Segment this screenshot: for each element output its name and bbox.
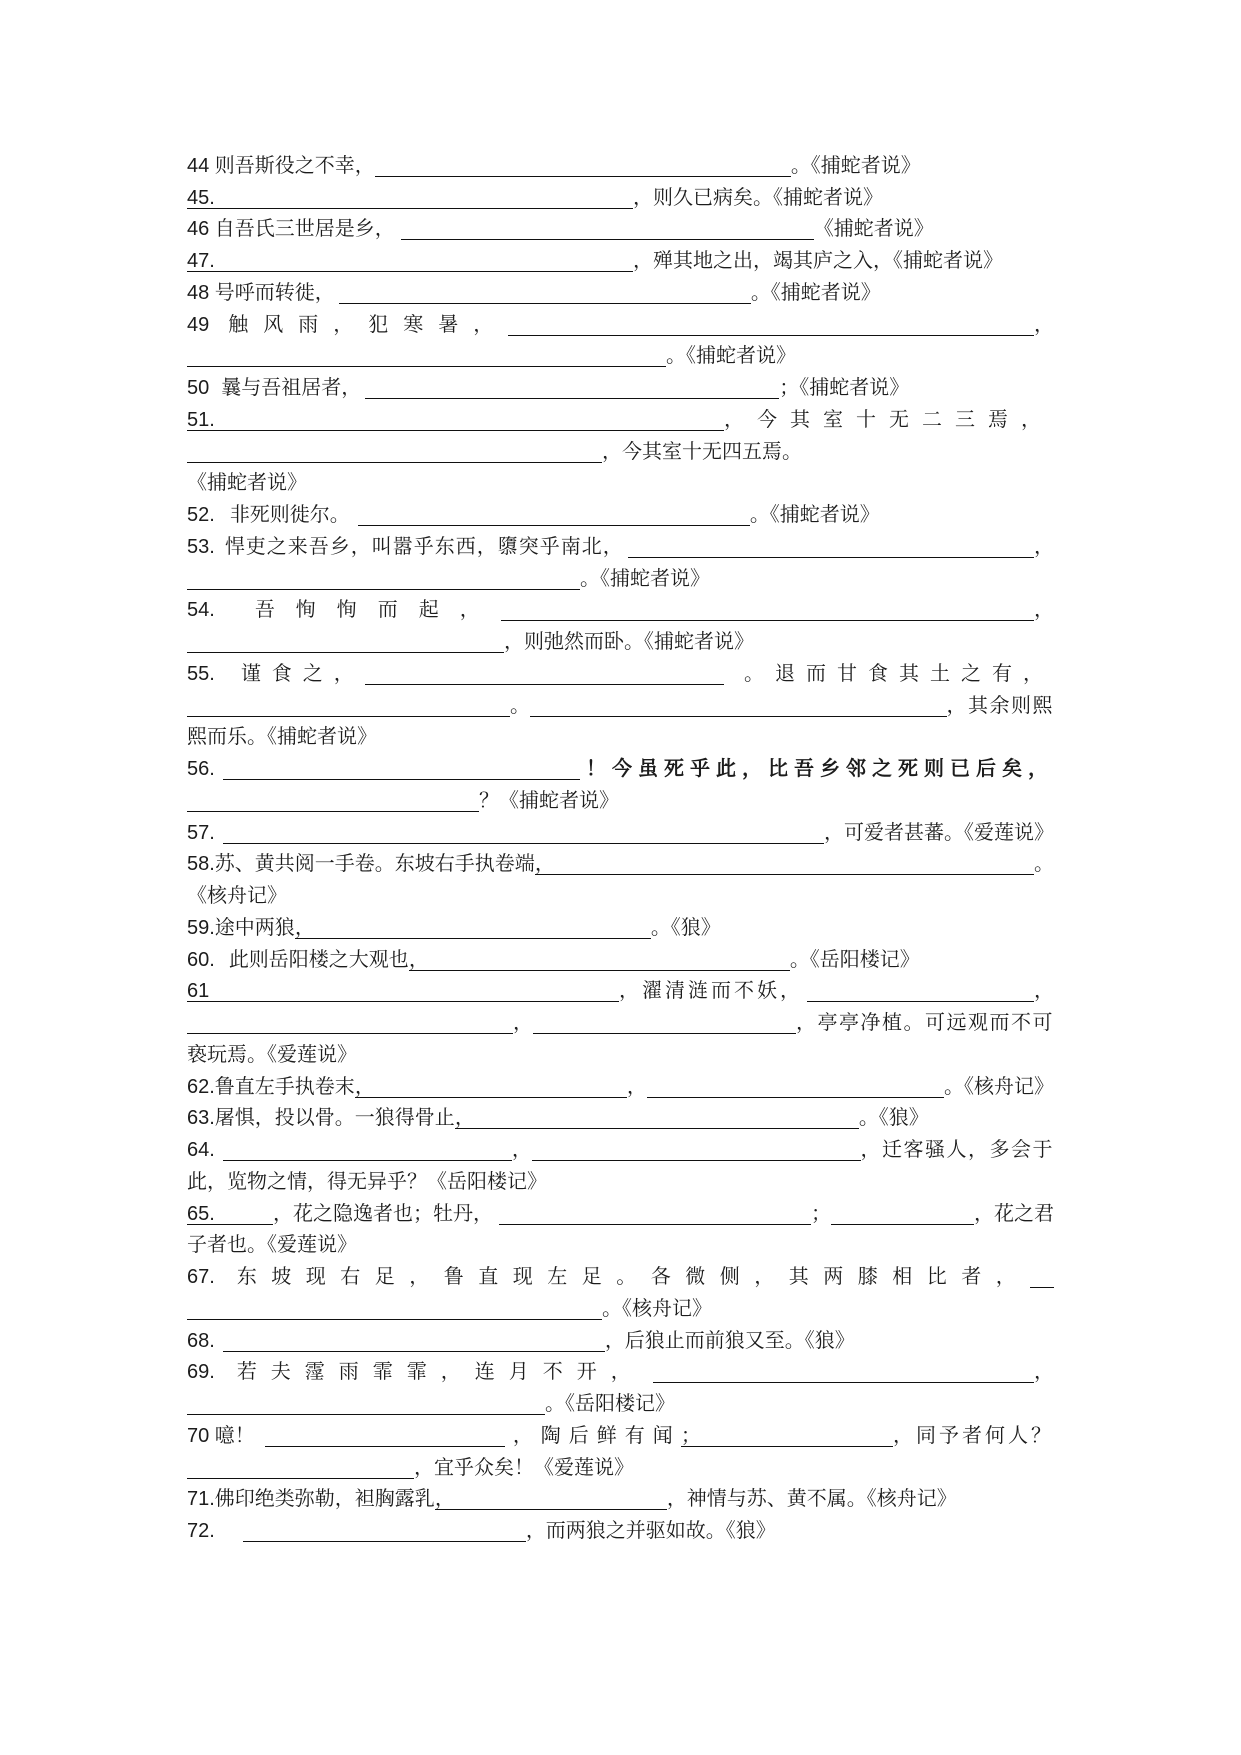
answer-blank [187,568,580,590]
question-line [187,309,1054,341]
question-line [187,1071,1054,1103]
question-number: 61 [187,980,210,1003]
line-text: 此则岳阳楼之大观也 [228,948,409,971]
question-line [187,1357,1054,1389]
question-line [187,976,1054,1008]
line-text: ，其余则熙 [946,694,1054,717]
question-number: 64. [187,1139,215,1162]
line-text: 曩与吾祖居者， [221,377,362,400]
question-line [187,1007,1054,1039]
question-number: 53. [187,535,215,558]
answer-blank [647,1076,944,1098]
question-line [187,1103,1054,1135]
line-text: 。《岳阳楼记》 [789,948,920,971]
line-text: 子者也。《爱莲说》 [187,1234,357,1257]
line-text: ， [1034,535,1054,558]
answer-blank [501,599,1034,621]
question-line [187,658,1054,690]
answer-blank [187,345,666,367]
line-text: 《捕蛇者说》 [813,218,934,241]
question-line [187,563,1054,595]
line-text: 此，览物之情，得无异乎？《岳阳楼记》 [187,1170,547,1193]
answer-blank [653,1361,1034,1383]
line-text: ， [1034,980,1054,1003]
line-text: ，濯清涟而不妖， [619,980,803,1003]
question-line [187,1230,1054,1262]
line-text: ，殚其地之出，竭其庐之入，《捕蛇者说》 [633,250,1003,273]
answer-blank [223,758,580,780]
line-text: 。退而甘食其土之有， [744,662,1054,685]
line-text: 《核舟记》 [187,885,287,908]
line-text: ，亭亭净植。可远观而不可 [796,1012,1054,1035]
answer-blank [435,1488,667,1510]
answer-blank [1030,1266,1054,1288]
question-number: 55. [187,662,215,685]
blank-punctuation: ， [434,1488,455,1511]
line-text: ，后狼止而前狼又至。《狼》 [604,1329,855,1352]
question-line [187,1484,1054,1516]
answer-blank [365,377,779,399]
line-text: ，花之君 [974,1202,1054,1225]
question-line [187,912,1054,944]
answer-blank [533,1012,796,1034]
line-text: 46 自吾氏三世居是乡， [187,218,395,241]
line-text: 熙而乐。《捕蛇者说》 [187,726,377,749]
question-line [187,1166,1054,1198]
question-line [187,436,1054,468]
line-text: ，宜乎众矣！《爱莲说》 [414,1456,634,1479]
line-text: 谨食之， [240,662,365,685]
question-list [187,150,1054,1547]
answer-blank [187,1203,273,1225]
answer-blank [187,1012,513,1034]
line-text: 《捕蛇者说》 [187,472,307,495]
question-line [187,1198,1054,1230]
line-text: ， [1034,599,1054,622]
line-text: ，同予者何人？ [893,1424,1054,1447]
line-text: ， [1034,1361,1054,1384]
question-line [187,753,1054,785]
question-line [187,1515,1054,1547]
answer-blank [223,1139,512,1161]
answer-blank [187,1393,545,1415]
question-line [187,595,1054,627]
question-number: 51. [187,408,215,431]
question-line [187,1325,1054,1357]
answer-blank [187,790,479,812]
answer-blank [339,282,751,304]
question-number: 56. [187,758,215,781]
answer-blank [223,822,824,844]
line-text: ，花之隐逸者也；牡丹， [273,1202,493,1225]
question-number: 54. [187,599,215,622]
line-text: 。 [510,694,530,717]
blank-punctuation: ， [534,853,555,876]
line-text: 62.鲁直左手执卷末 [187,1075,355,1098]
line-text: 63.屠惧，投以骨。一狼得骨止 [187,1107,455,1130]
question-line [187,1452,1054,1484]
line-text: 。《捕蛇者说》 [580,567,710,590]
line-text: ，今其室十无四五焉。 [602,440,802,463]
question-line [187,245,1054,277]
line-text: 70 噫！ [187,1424,255,1447]
line-text: ，神情与苏、黄不属。《核舟记》 [666,1488,957,1511]
blank-punctuation: ； [680,1424,701,1447]
question-line [187,1388,1054,1420]
question-number: 67. [187,1266,215,1289]
answer-blank [401,218,814,240]
answer-blank [358,504,750,526]
answer-blank [807,980,1034,1002]
line-text: 58.苏、黄共阅一手卷。东坡右手执卷端 [187,853,535,876]
line-text: 。《核舟记》 [944,1075,1054,1098]
answer-blank [532,1139,861,1161]
answer-blank [223,1330,605,1352]
line-text: 。《核舟记》 [602,1297,712,1320]
question-number: 69. [187,1361,215,1384]
answer-blank [187,1298,602,1320]
line-text: ， [626,1075,647,1098]
line-text: 。 [1034,853,1054,876]
line-text: 东坡现右足，鲁直现左足。各微侧，其两膝相比者， [236,1266,1031,1289]
line-text: ；《捕蛇者说》 [779,377,910,400]
question-number: 47. [187,250,215,273]
question-line [187,277,1054,309]
answer-blank [365,663,724,685]
line-text: ，则久已病矣。《捕蛇者说》 [633,186,883,209]
answer-blank [508,314,1034,336]
question-line [187,1261,1054,1293]
line-text: 。《捕蛇者说》 [750,281,881,304]
line-text: 48 号呼而转徙， [187,281,335,304]
line-text: ， [511,1139,532,1162]
question-line [187,722,1054,754]
question-number: 72. [187,1520,215,1543]
line-text: 。《捕蛇者说》 [749,504,880,527]
line-text: 71.佛印绝类弥勒，袒胸露乳 [187,1488,435,1511]
answer-blank [187,1457,414,1479]
line-text: 吾恂恂而起， [254,599,501,622]
question-line [187,880,1054,912]
question-line [187,214,1054,246]
line-text: ？《捕蛇者说》 [479,789,619,812]
answer-blank [243,1520,526,1542]
line-text: 。《狼》 [858,1107,929,1130]
answer-blank [530,695,947,717]
answer-blank [535,853,1034,875]
answer-blank [375,155,791,177]
answer-blank [455,1107,859,1129]
question-line [187,499,1054,531]
answer-blank [187,409,724,431]
line-text: 59.途中两狼 [187,916,295,939]
question-line [187,341,1054,373]
line-text: ，而两狼之并驱如故。《狼》 [525,1520,776,1543]
question-number: 60. [187,948,215,971]
blank-punctuation: ， [294,916,315,939]
question-number: 65. [187,1202,215,1225]
question-line [187,1420,1054,1452]
question-line [187,404,1054,436]
question-line [187,785,1054,817]
line-text: 亵玩焉。《爱莲说》 [187,1043,357,1066]
answer-blank [295,917,651,939]
line-text: ，今其室十无二三焉， [724,408,1054,431]
question-line [187,468,1054,500]
line-text: ，迁客骚人，多会于 [860,1139,1054,1162]
answer-blank [355,1076,627,1098]
question-line [187,182,1054,214]
line-text: 。《狼》 [650,916,721,939]
question-line [187,944,1054,976]
answer-blank [187,187,633,209]
answer-blank [187,441,602,463]
answer-blank [187,250,633,272]
question-line [187,817,1054,849]
blank-punctuation: ， [354,1075,375,1098]
question-line [187,1039,1054,1071]
answer-blank [187,695,510,717]
question-line [187,849,1054,881]
line-text: 44 则吾斯役之不幸， [187,154,375,177]
question-line [187,1293,1054,1325]
line-text: 非死则徙尔。 [229,504,350,527]
line-text: 。《岳阳楼记》 [545,1393,675,1416]
answer-blank [681,1425,893,1447]
answer-blank [499,1203,811,1225]
question-line [187,531,1054,563]
question-line [187,1134,1054,1166]
question-line [187,690,1054,722]
line-text: ， [1034,313,1054,336]
question-line [187,372,1054,404]
question-number: 68. [187,1329,215,1352]
line-text: 悍吏之来吾乡，叫嚣乎东西，隳突乎南北， [224,535,624,558]
line-text: ，可爱者甚蕃。《爱莲说》 [824,821,1054,844]
question-number: 57. [187,821,215,844]
answer-blank [628,536,1034,558]
question-line [187,150,1054,182]
question-number: 49 [187,313,210,336]
question-line [187,626,1054,658]
blank-punctuation: ， [408,948,429,971]
line-text: ！今虽死乎此，比吾乡邻之死则已后矣， [586,758,1054,781]
question-number: 45. [187,186,215,209]
answer-blank [187,631,504,653]
line-text: 触风雨，犯寒暑， [228,313,509,336]
answer-blank [831,1203,974,1225]
line-text: ，陶后鲜有闻 [512,1424,681,1447]
answer-blank [187,980,619,1002]
line-text: 若夫霪雨霏霏，连月不开， [236,1361,645,1384]
line-text: ， [513,1012,533,1035]
question-number: 50 [187,377,210,400]
blank-punctuation: ， [454,1107,475,1130]
question-number: 52. [187,504,215,527]
line-text: ； [811,1202,831,1225]
answer-blank [265,1425,505,1447]
line-text: 。《捕蛇者说》 [666,345,796,368]
answer-blank [409,949,790,971]
line-text: ，则弛然而卧。《捕蛇者说》 [504,631,754,654]
line-text: 。《捕蛇者说》 [790,154,921,177]
